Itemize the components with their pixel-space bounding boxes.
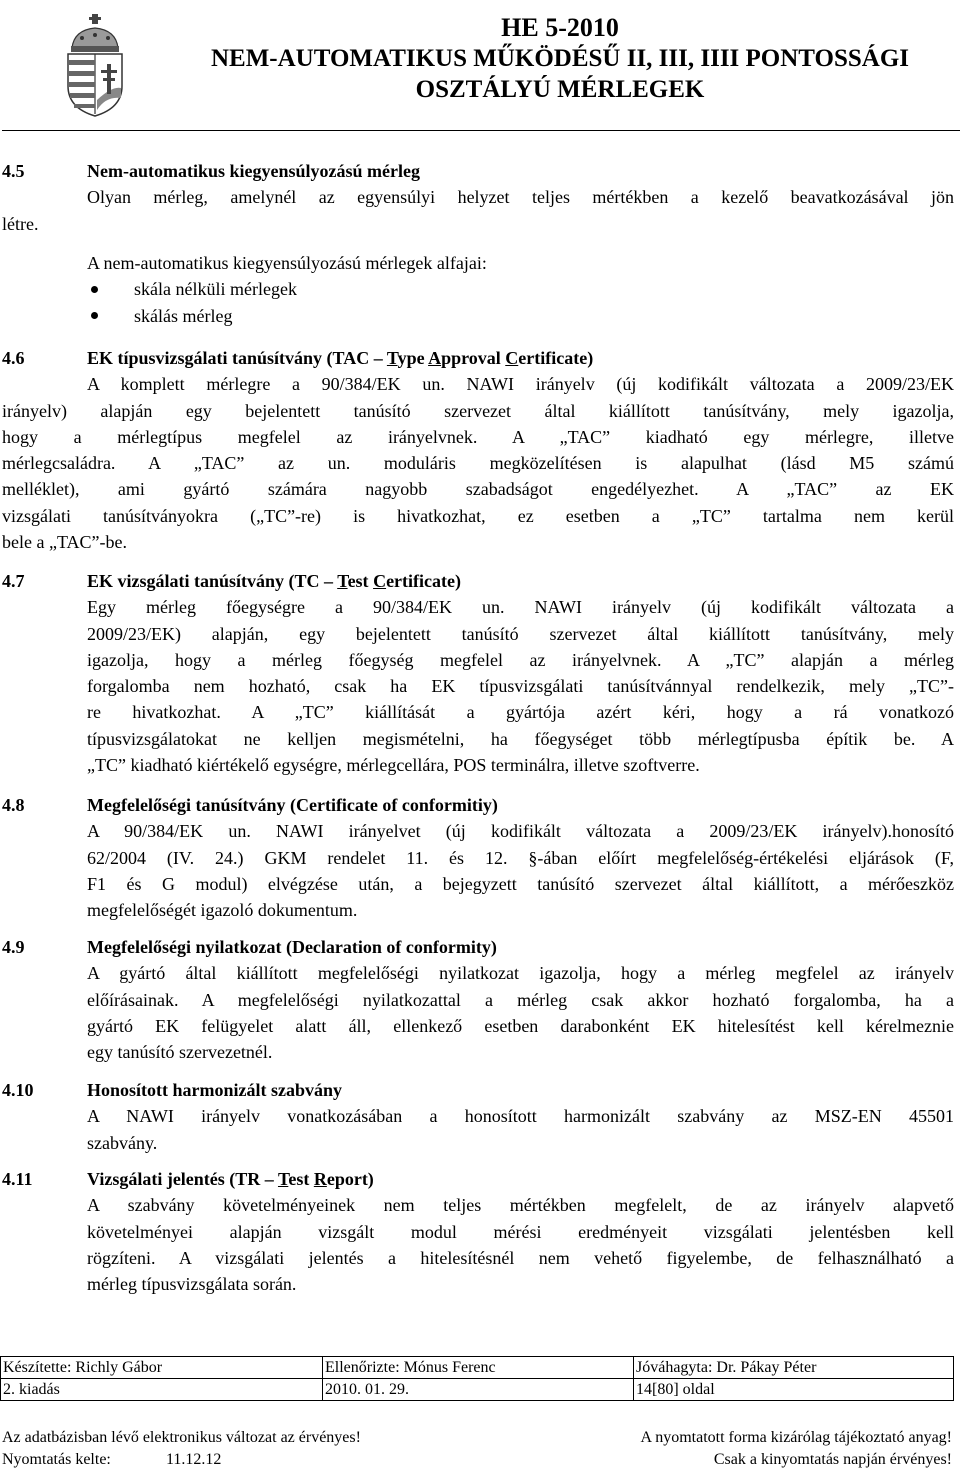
prepared-by-cell: Készítette: Richly Gábor (1, 1357, 323, 1379)
body-line: re hivatkozhat. A „TC” kiállítását a gyártója azért kéri, hogy a rá vonatkozó (87, 702, 954, 723)
page-number-cell: 14[80] oldal (634, 1379, 954, 1401)
title-part: C (373, 571, 387, 591)
body-line: A szabvány követelményeinek nem teljes mértékben megfelelt, de az irányelv alapvető (87, 1195, 954, 1216)
body-line: létre. (2, 213, 39, 234)
checked-by-cell: Ellenőrizte: Mónus Ferenc (323, 1357, 634, 1379)
section-title: Honosított harmonizált szabvány (87, 1080, 343, 1100)
body-line: irányelv) alapján egy bejelentett tanúsító szervezet által kiállított tanúsítvány, mely igazolja, (2, 400, 954, 421)
title-part: R (313, 1169, 327, 1189)
title-part: est (347, 571, 374, 591)
list-item-text: skála nélküli mérlegek (134, 279, 297, 300)
title-part: A (428, 348, 442, 368)
title-part: eport) (326, 1169, 374, 1189)
section-number: 4.11 (2, 1169, 33, 1189)
print-date-value: 11.12.12 (166, 1451, 222, 1468)
body-line: forgalomba nem hozható, csak ha EK típusvizsgálati tanúsítvánnyal rendelkezik, mely „TC”- (87, 676, 954, 697)
body-line: mérleg típusvizsgálata során. (87, 1274, 297, 1295)
body-line: előírásainak. A megfelelőségi nyilatkozattal a mérleg csak akkor hozható forgalomba, ha a (87, 989, 954, 1010)
section-body (87, 1192, 954, 1297)
title-part: Vizsgálati jelentés (TR – (87, 1169, 278, 1189)
section-body (87, 818, 954, 923)
body-line: Egy mérleg főegységre a 90/384/EK un. NAWI irányelv (új kodifikált változata a (87, 597, 954, 618)
title-part: ertificate) (386, 571, 461, 591)
list-item (87, 303, 954, 329)
document-title-line-1: NEM-AUTOMATIKUS MŰKÖDÉSŰ II, III, IIII PONTOSSÁGI (210, 45, 910, 72)
section-body (87, 184, 954, 210)
footer-notes (0, 1427, 960, 1448)
section-title: Nem-automatikus kiegyensúlyozású mérleg (87, 161, 420, 181)
validity-note: Csak a kinyomtatás napján érvényes! (713, 1451, 952, 1468)
table-row (1, 1357, 954, 1379)
title-part: T (386, 348, 398, 368)
body-line: megfelelőségét igazoló dokumentum. (87, 900, 358, 921)
title-part: est (288, 1169, 314, 1189)
section-number: 4.9 (2, 937, 25, 957)
title-part: EK típusvizsgálati tanúsítvány (TAC – (87, 348, 387, 368)
section-body (87, 960, 954, 1065)
body-line: A 90/384/EK un. NAWI irányelvet (új kodifikált változata a 2009/23/EK irányelv).honosító (87, 821, 954, 842)
body-line: A gyártó által kiállított megfelelőségi nyilatkozat igazolja, hogy a mérleg megfelel az irányelv (87, 963, 954, 984)
body-line: bele a „TAC”-be. (2, 532, 127, 553)
section-title (87, 568, 461, 594)
body-line: 62/2004 (IV. 24.) GKM rendelet 11. és 12. §-ában előírt megfelelőség-értékelési eljárások (F, (87, 847, 954, 868)
body-line: követelményei alapján vizsgált modul mérési eredményeit vizsgálati jelentésben kell (87, 1221, 954, 1242)
hungarian-coat-of-arms-icon (62, 14, 128, 118)
electronic-version-note: Az adatbázisban lévő elektronikus változat az érvényes! (2, 1429, 361, 1446)
section-title: Megfelelőségi nyilatkozat (Declaration of conformity) (87, 937, 497, 957)
title-part: T (337, 571, 348, 591)
title-part: ype (397, 348, 429, 368)
print-date-label: Nyomtatás kelte: (2, 1451, 111, 1468)
body-line: vizsgálati tanúsítványokra („TC”-re) is hivatkozhat, ez esetben a „TC” tartalma nem kerül (2, 505, 954, 526)
body-line: melléklet), ami gyártó számára nagyobb szabadságot engedélyezhet. A „TAC” az EK (2, 479, 954, 500)
table-row (1, 1379, 954, 1401)
body-line: egy tanúsító szervezetnél. (87, 1042, 273, 1063)
body-line: igazolja, hogy a mérleg főegység megfelel az irányelvnek. A „TC” alapján a mérleg (87, 649, 954, 670)
section-body (87, 1103, 954, 1156)
section-title (87, 345, 593, 371)
body-line: 2009/23/EK) alapján, egy bejelentett tanúsító szervezet által kiállított tanúsítvány, mely (87, 623, 954, 644)
subtype-intro (87, 250, 954, 329)
approval-table (0, 1356, 954, 1401)
section-number: 4.10 (2, 1080, 34, 1100)
section-number: 4.8 (2, 795, 25, 815)
title-part: C (505, 348, 519, 368)
body-line: Olyan mérleg, amelynél az egyensúlyi helyzet teljes mértékben a kezelő beavatkozásával jön (87, 187, 954, 208)
page-header (0, 0, 960, 131)
section-title: Megfelelőségi tanúsítvány (Certificate of conformitiy) (87, 795, 498, 815)
section-number: 4.6 (2, 348, 25, 368)
body-line: gyártó EK felügyelet alatt áll, ellenkező esetben darabonként EK hitelesítést kell kérelmeznie (87, 1015, 954, 1036)
title-part: ertificate) (518, 348, 594, 368)
section-number: 4.5 (2, 161, 25, 181)
printed-version-note: A nyomtatott forma kizárólag tájékoztató anyag! (640, 1429, 952, 1446)
footer-print-info (0, 1449, 960, 1470)
approved-by-cell: Jóváhagyta: Dr. Pákay Péter (634, 1357, 954, 1379)
body-line: A komplett mérlegre a 90/384/EK un. NAWI irányelv (új kodifikált változata a 2009/23/EK (87, 374, 954, 395)
body-line: „TC” kiadható kiértékelő egységre, mérlegcellára, POS terminálra, illetve szoftverre. (87, 755, 700, 776)
section-body (87, 594, 954, 778)
title-part: pproval (441, 348, 506, 368)
body-line: F1 és G modul) elvégzése után, a bejegyzett tanúsító szervezet által kiállított, a mérőeszköz (87, 873, 954, 894)
list-item-text: skálás mérleg (134, 305, 233, 326)
body-line: rögzíteni. A vizsgálati jelentés a hitelesítésnél nem vehető figyelembe, de felhasználható a (87, 1247, 954, 1268)
body-line: mérlegcsaládra. A „TAC” az un. moduláris megközelítésen is alapulhat (lásd M5 számú (2, 453, 954, 474)
body-line: hogy a mérlegtípus megfelel az irányelvnek. A „TAC” kiadható egy mérlegre, illetve (2, 426, 954, 447)
section-body-wide (2, 398, 954, 556)
title-part: EK vizsgálati tanúsítvány (TC – (87, 571, 338, 591)
body-line: típusvizsgálatokat ne kelljen megismételni, ha főegységet több mérlegtípusba építik be. A (87, 728, 954, 749)
section-body (87, 371, 954, 397)
body-line: A NAWI irányelv vonatkozásában a honosított harmonizált szabvány az MSZ-EN 45501 (87, 1106, 954, 1127)
section-title (87, 1166, 374, 1192)
document-code: HE 5-2010 (501, 13, 619, 42)
body-line: A nem-automatikus kiegyensúlyozású mérlegek alfajai: (87, 253, 487, 273)
list-item (87, 276, 954, 302)
bullet-icon (91, 312, 98, 319)
header-divider (2, 130, 960, 131)
date-cell: 2010. 01. 29. (323, 1379, 634, 1401)
edition-cell: 2. kiadás (1, 1379, 323, 1401)
body-line: szabvány. (87, 1132, 158, 1153)
bullet-icon (91, 286, 98, 293)
document-title-line-2: OSZTÁLYÚ MÉRLEGEK (415, 76, 705, 103)
header-title-block (160, 12, 960, 105)
title-part: T (277, 1169, 289, 1189)
section-number: 4.7 (2, 571, 25, 591)
